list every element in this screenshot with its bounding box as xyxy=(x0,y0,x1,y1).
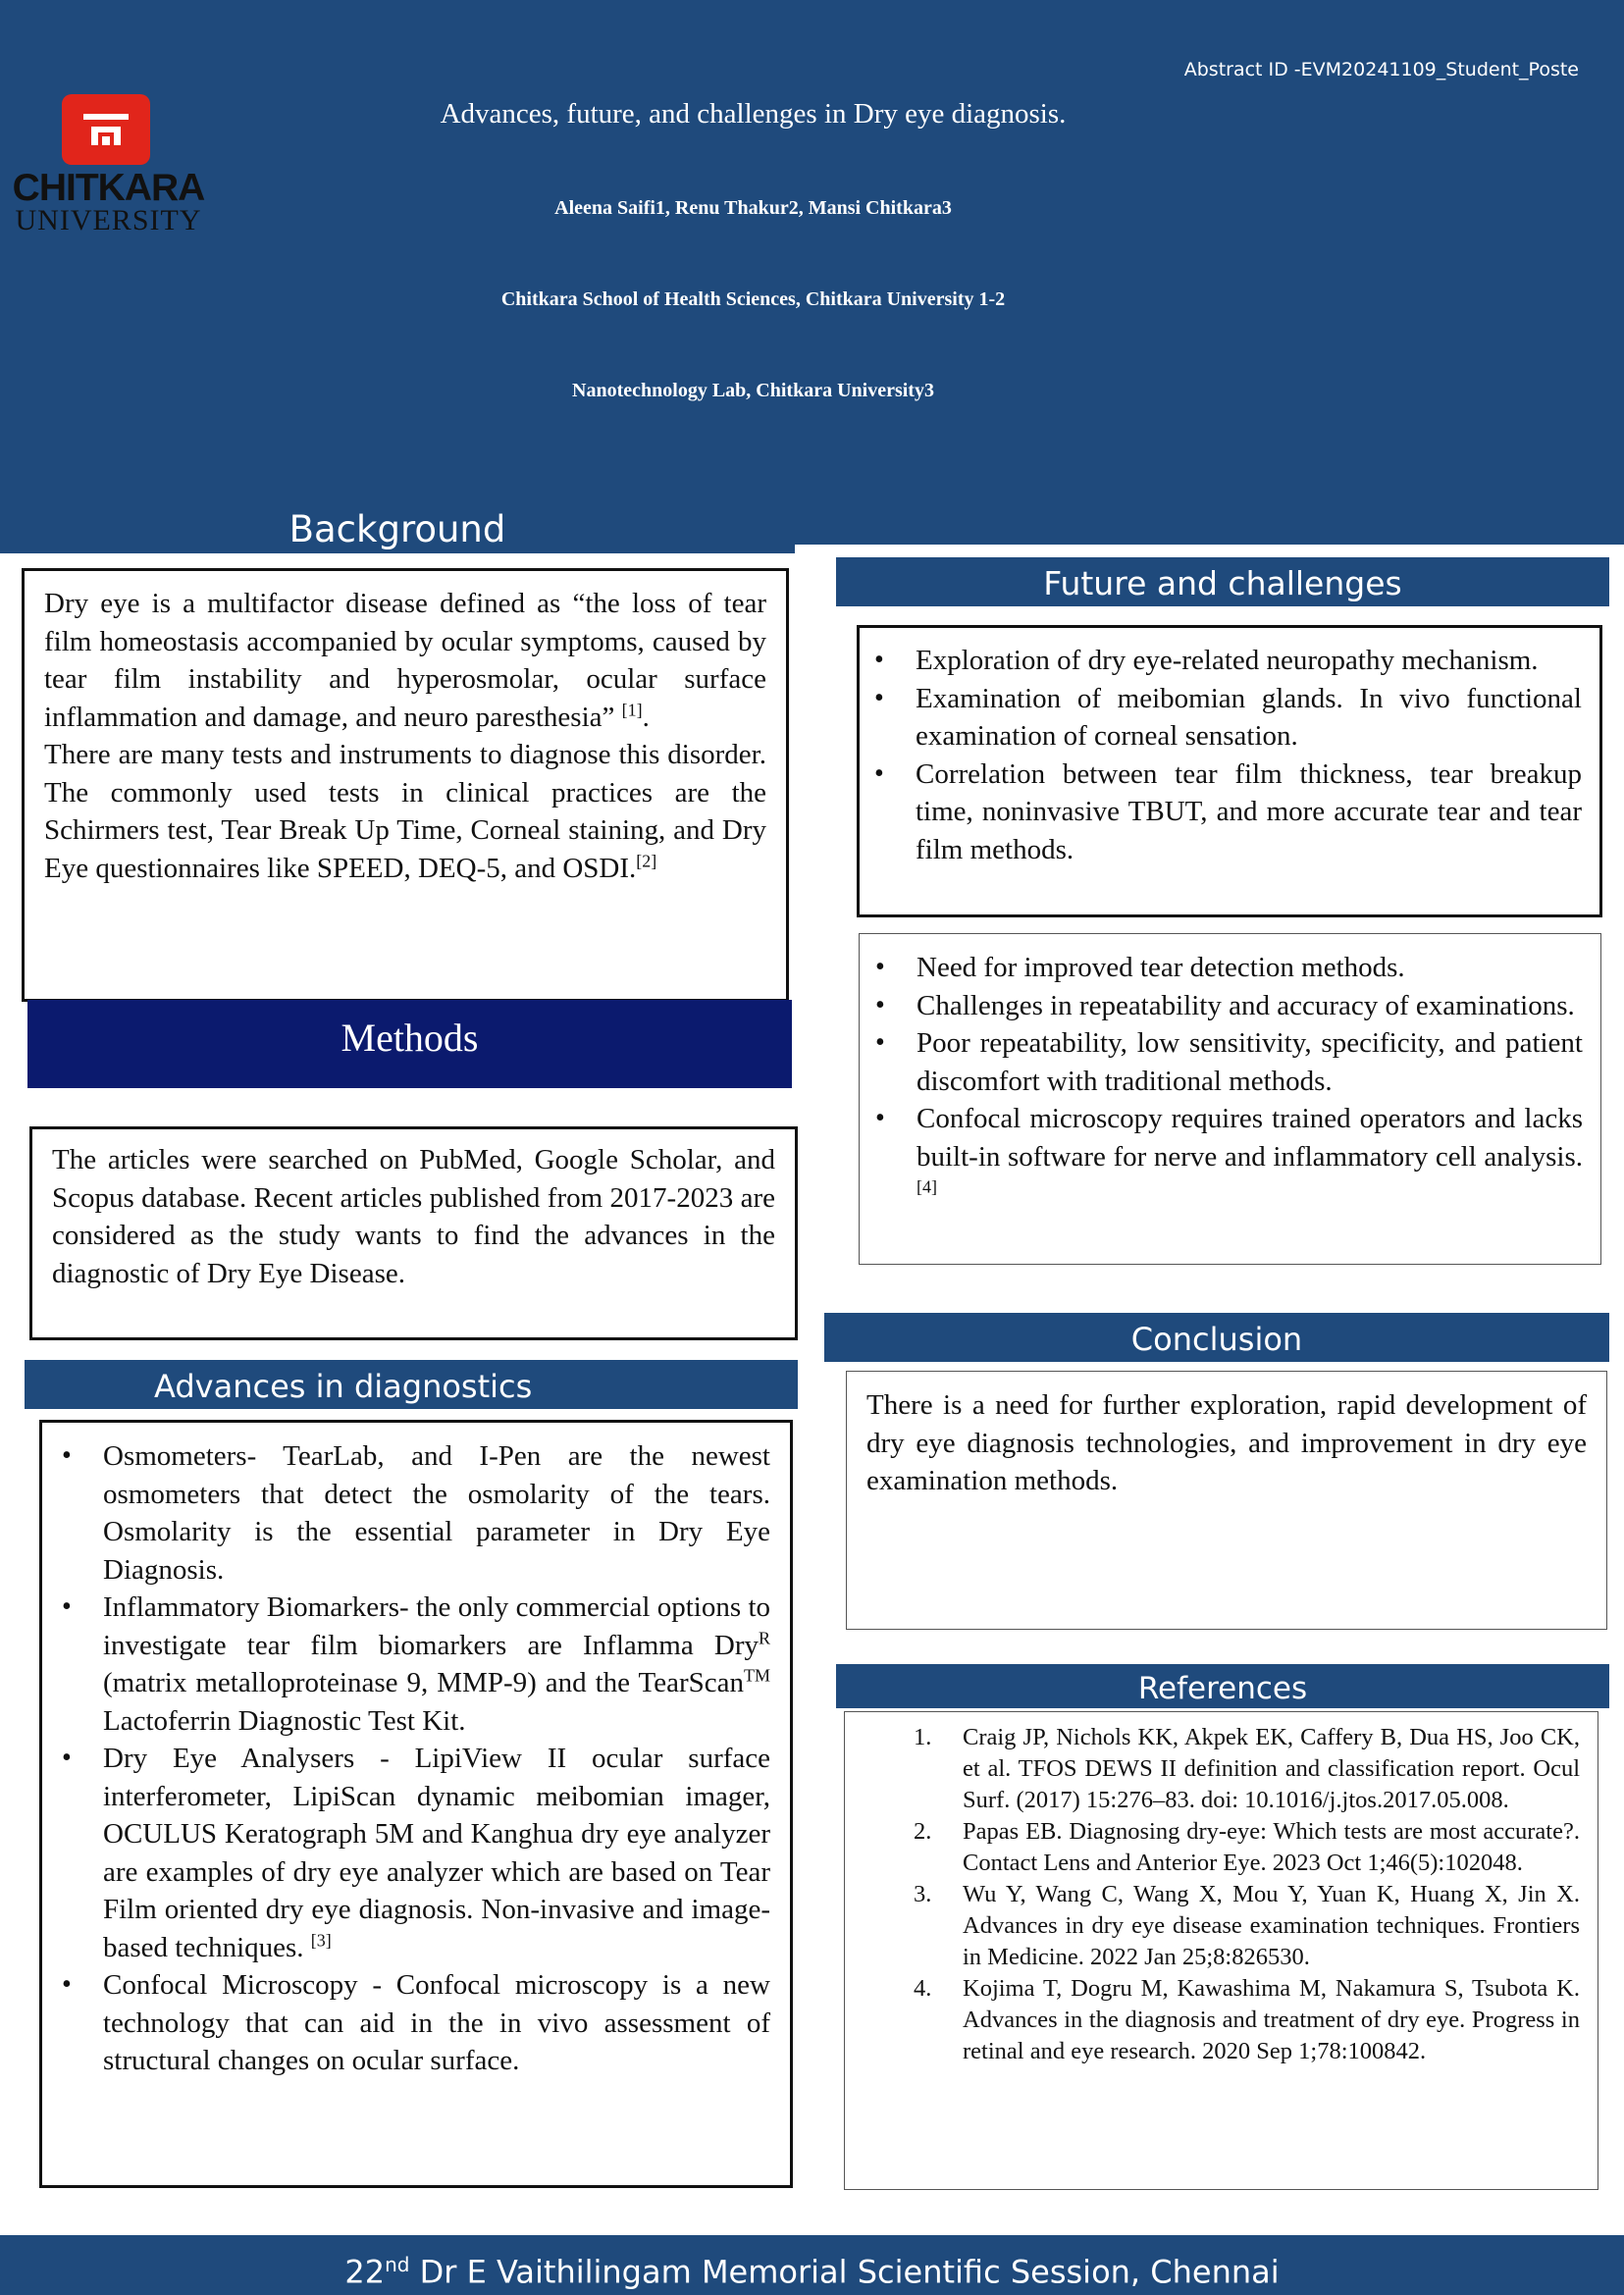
abstract-id: Abstract ID -EVM20241109_Student_Poste xyxy=(1183,59,1579,80)
footer-banner xyxy=(0,2235,1624,2295)
citation-1: [1] xyxy=(621,699,643,719)
future-box xyxy=(857,625,1602,917)
background-paragraph-2: There are many tests and instruments to diagnose this disorder. The commonly used tests in clinical practices are the Schirmers test, Tear Break Up Time, Corneal staining, and Dry Eye questionnaires like SPEED, DEQ-5, and OSDI.[2] xyxy=(44,739,766,884)
background-box xyxy=(22,568,789,1002)
logo-subtitle: UNIVERSITY xyxy=(15,204,202,236)
poster-title: Advances, future, and challenges in Dry eye diagnosis. xyxy=(440,98,1067,130)
methods-box xyxy=(29,1126,798,1340)
advances-list xyxy=(52,1437,770,2080)
advances-box xyxy=(39,1420,793,2188)
reference-item: 1. Craig JP, Nichols KK, Akpek EK, Caffery B, Dua HS, Joo CK, et al. TFOS DEWS II definition and classification report. Ocul Surf. (2017) 15:276–83. doi: 10.1016/j.jtos.2017.05.008. xyxy=(914,1724,1580,1813)
methods-text: The articles were searched on PubMed, Google Scholar, and Scopus database. Recent articles published from 2017-2023 are considered as the study wants to find the advances in the diagnostic of Dry Eye Disease. xyxy=(52,1144,775,1289)
references-box xyxy=(844,1711,1598,2190)
methods-heading: Methods xyxy=(27,1000,792,1088)
affiliation-1: Chitkara School of Health Sciences, Chitkara University 1-2 xyxy=(500,288,1006,310)
citation-2: [2] xyxy=(636,850,657,870)
logo-mark xyxy=(62,94,150,165)
conclusion-text: There is a need for further exploration, rapid development of dry eye diagnosis technologies, and improvement in dry eye examination methods. xyxy=(866,1389,1587,1496)
future-list xyxy=(864,642,1582,868)
list-item: • Exploration of dry eye-related neuropathy mechanism. xyxy=(864,642,1582,680)
reference-item: 2. Papas EB. Diagnosing dry-eye: Which tests are most accurate?. Contact Lens and Anterior Eye. 2023 Oct 1;46(5):102048. xyxy=(914,1818,1580,1876)
university-logo xyxy=(8,94,209,241)
challenges-box xyxy=(859,933,1601,1265)
list-item: • Examination of meibomian glands. In vivo functional examination of corneal sensation. xyxy=(864,680,1582,756)
logo-mark-icon xyxy=(62,94,150,165)
logo-name: CHITKARA xyxy=(12,167,205,209)
list-item: • Confocal microscopy requires trained operators and lacks built-in software for nerve and inflammatory cell analysis. [4] xyxy=(865,1100,1583,1214)
affiliation-2: Nanotechnology Lab, Chitkara University3 xyxy=(572,380,934,401)
footer-text: 22nd Dr E Vaithilingam Memorial Scientific Session, Chennai xyxy=(344,2253,1280,2291)
background-heading: Background xyxy=(0,502,795,553)
reference-item: 4. Kojima T, Dogru M, Kawashima M, Nakamura S, Tsubota K. Advances in the diagnosis and treatment of dry eye. Progress in retinal and eye research. 2020 Sep 1;78:100842. xyxy=(914,1975,1580,2064)
list-item: • Inflammatory Biomarkers- the only commercial options to investigate tear film biomarkers are Inflamma Dry$^R$ (matrix metalloproteinase 9, MMP-9) and the TearScan™ Lactoferrin Diagnostic Test Kit. xyxy=(52,1589,770,1740)
references-heading: References xyxy=(836,1664,1609,1708)
advances-heading: Advances in diagnostics xyxy=(25,1360,798,1409)
citation-3: [3] xyxy=(310,1929,332,1950)
citation-4: [4] xyxy=(917,1176,937,1197)
references-list xyxy=(914,1722,1580,2067)
authors: Aleena Saifi1, Renu Thakur2, Mansi Chitkara3 xyxy=(554,197,952,219)
background-paragraph-1: Dry eye is a multifactor disease defined as “the loss of tear film homeostasis accompanied by ocular symptoms, caused by tear film instability and hyperosmolar, ocular surface inflammation and damage, and neuro paresthesia” [1]. xyxy=(44,588,766,733)
list-item: • Challenges in repeatability and accuracy of examinations. xyxy=(865,987,1583,1025)
future-heading: Future and challenges xyxy=(836,557,1609,606)
conclusion-heading: Conclusion xyxy=(824,1313,1609,1362)
list-item: • Correlation between tear film thickness, tear breakup time, noninvasive TBUT, and more accurate tear and tear film methods. xyxy=(864,756,1582,869)
list-item: • Need for improved tear detection methods. xyxy=(865,949,1583,987)
header-banner xyxy=(0,0,1624,545)
conclusion-box xyxy=(846,1371,1607,1630)
list-item: • Poor repeatability, low sensitivity, specificity, and patient discomfort with traditional methods. xyxy=(865,1024,1583,1100)
list-item: • Confocal Microscopy - Confocal microscopy is a new technology that can aid in the in vivo assessment of structural changes on ocular surface. xyxy=(52,1966,770,2080)
challenges-list xyxy=(865,949,1583,1214)
reference-item: 3. Wu Y, Wang C, Wang X, Mou Y, Yuan K, Huang X, Jin X. Advances in dry eye disease examination techniques. Frontiers in Medicine. 2022 Jan 25;8:826530. xyxy=(914,1881,1580,1970)
list-item: • Osmometers- TearLab, and I-Pen are the newest osmometers that detect the osmolarity of the tears. Osmolarity is the essential parameter in Dry Eye Diagnosis. xyxy=(52,1437,770,1589)
list-item: • Dry Eye Analysers - LipiView II ocular surface interferometer, LipiScan dynamic meibomian imager, OCULUS Keratograph 5M and Kanghua dry eye analyzer are examples of dry eye analyzer which are based on Tear Film oriented dry eye diagnosis. Non-invasive and image-based techniques. [3] xyxy=(52,1740,770,1966)
